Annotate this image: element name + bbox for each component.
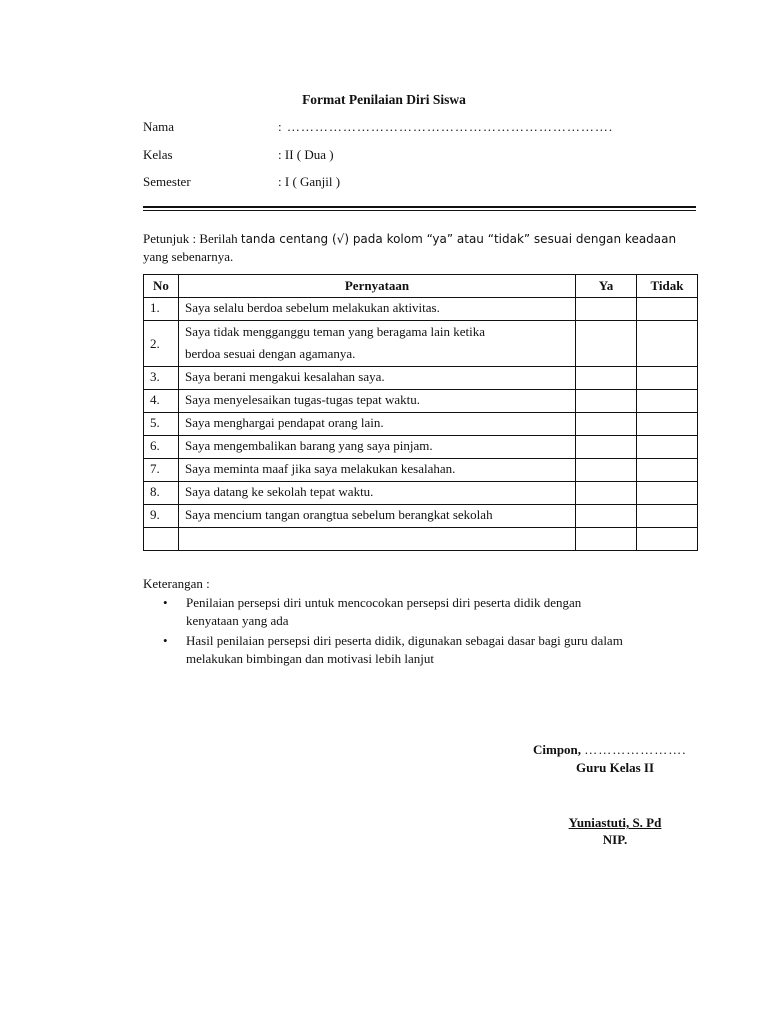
row-statement: Saya menghargai pendapat orang lain. [179, 413, 576, 436]
no-checkbox-cell[interactable] [637, 436, 698, 459]
row-number: 2. [144, 321, 179, 367]
list-item [143, 632, 703, 668]
row-number: 8. [144, 482, 179, 505]
signature-date-dots: …………………. [584, 742, 687, 757]
table-row [144, 436, 698, 459]
no-checkbox-cell[interactable] [637, 321, 698, 367]
yes-checkbox-cell[interactable] [576, 459, 637, 482]
yes-checkbox-cell[interactable] [576, 482, 637, 505]
instruction-prefix: Petunjuk : Berilah [143, 231, 238, 246]
instruction-line2: yang sebenarnya. [143, 249, 234, 264]
row-number: 4. [144, 390, 179, 413]
note-line2: kenyataan yang ada [186, 613, 289, 628]
field-label-kelas: Kelas [143, 147, 173, 162]
table-row-empty [144, 528, 698, 551]
signature-name: Yuniastuti, S. Pd [568, 815, 662, 830]
note-line2: melakukan bimbingan dan motivasi lebih lanjut [186, 651, 435, 666]
row-number: 1. [144, 298, 179, 321]
field-label-nama: Nama [143, 119, 175, 134]
instruction-checkmark-phrase: tanda centang (√) pada kolom “ya” atau “tidak” sesuai dengan keadaan [240, 232, 677, 246]
row-statement: Saya selalu berdoa sebelum melakukan aktivitas. [179, 298, 576, 321]
table-row [144, 321, 698, 367]
yes-checkbox-cell[interactable] [576, 528, 637, 551]
no-checkbox-cell[interactable] [637, 505, 698, 528]
empty-cell [179, 528, 576, 551]
header-yes: Ya [576, 275, 637, 298]
signature-role: Guru Kelas II [575, 760, 654, 775]
row-statement: Saya mengembalikan barang yang saya pinjam. [179, 436, 576, 459]
list-item [143, 594, 703, 630]
notes-list [143, 594, 703, 670]
yes-checkbox-cell[interactable] [576, 505, 637, 528]
row-statement [179, 321, 576, 367]
yes-checkbox-cell[interactable] [576, 298, 637, 321]
table-row [144, 459, 698, 482]
field-value-semester: : I ( Ganjil ) [278, 174, 341, 189]
self-assessment-table [143, 274, 698, 551]
row-statement: Saya meminta maaf jika saya melakukan kesalahan. [179, 459, 576, 482]
yes-checkbox-cell[interactable] [576, 390, 637, 413]
no-checkbox-cell[interactable] [637, 459, 698, 482]
no-checkbox-cell[interactable] [637, 367, 698, 390]
table-row [144, 390, 698, 413]
header-divider-thick [143, 206, 696, 208]
table-row [144, 298, 698, 321]
table-row [144, 413, 698, 436]
no-checkbox-cell[interactable] [637, 390, 698, 413]
header-statement: Pernyataan [179, 275, 576, 298]
yes-checkbox-cell[interactable] [576, 321, 637, 367]
instruction-text [143, 230, 696, 266]
header-no-column: Tidak [637, 275, 698, 298]
bullet-icon: • [163, 633, 168, 648]
yes-checkbox-cell[interactable] [576, 413, 637, 436]
no-checkbox-cell[interactable] [637, 482, 698, 505]
document-title: Format Penilaian Diri Siswa [302, 92, 466, 107]
row-statement-line2: berdoa sesuai dengan agamanya. [185, 346, 356, 361]
note-line1: Penilaian persepsi diri untuk mencocokan persepsi diri peserta didik dengan [186, 595, 582, 610]
bullet-icon: • [163, 595, 168, 610]
row-number: 6. [144, 436, 179, 459]
row-statement: Saya datang ke sekolah tepat waktu. [179, 482, 576, 505]
note-line1: Hasil penilaian persepsi diri peserta didik, digunakan sebagai dasar bagi guru dalam [186, 633, 623, 648]
row-statement: Saya menyelesaikan tugas-tugas tepat waktu. [179, 390, 576, 413]
header-no: No [144, 275, 179, 298]
no-checkbox-cell[interactable] [637, 413, 698, 436]
signature-nip: NIP. [602, 832, 628, 847]
yes-checkbox-cell[interactable] [576, 436, 637, 459]
signature-place: Cimpon, [533, 742, 582, 757]
field-label-semester: Semester [143, 174, 191, 189]
table-row [144, 505, 698, 528]
yes-checkbox-cell[interactable] [576, 367, 637, 390]
notes-heading: Keterangan : [143, 576, 210, 591]
row-statement: Saya mencium tangan orangtua sebelum berangkat sekolah [179, 505, 576, 528]
empty-cell [144, 528, 179, 551]
row-statement: Saya berani mengakui kesalahan saya. [179, 367, 576, 390]
no-checkbox-cell[interactable] [637, 528, 698, 551]
no-checkbox-cell[interactable] [637, 298, 698, 321]
table-row [144, 482, 698, 505]
header-divider-thin [143, 210, 696, 211]
field-value-kelas: : II ( Dua ) [278, 147, 334, 162]
signature-place-date [533, 742, 687, 758]
row-number: 7. [144, 459, 179, 482]
table-row [144, 367, 698, 390]
row-statement-line1: Saya tidak mengganggu teman yang beragama lain ketika [185, 324, 485, 339]
row-number: 5. [144, 413, 179, 436]
row-number: 9. [144, 505, 179, 528]
row-number: 3. [144, 367, 179, 390]
field-value-nama: : ……………………………………………………………. [278, 119, 614, 134]
